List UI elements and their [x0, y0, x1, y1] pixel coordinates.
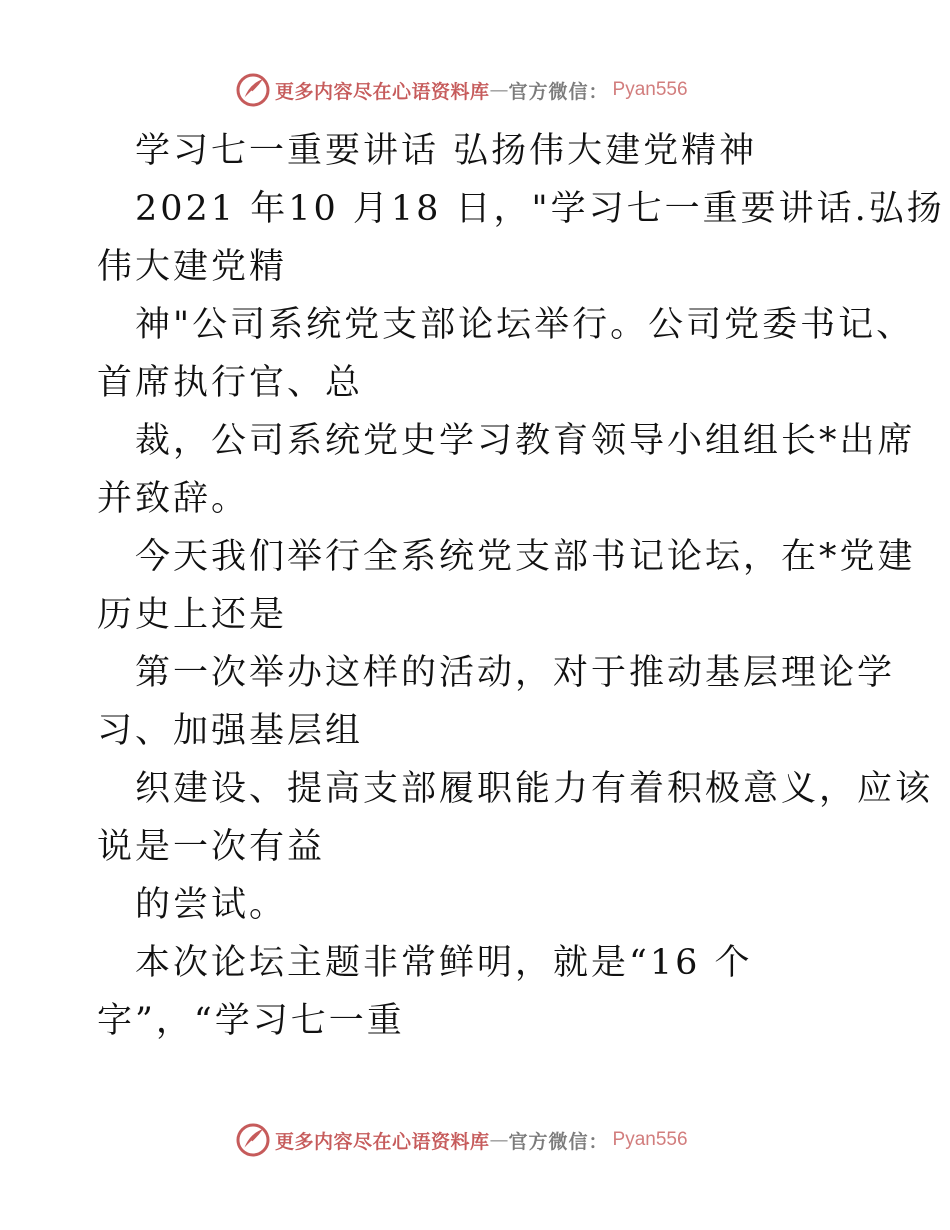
text-line: 织建设、提高支部履职能力有着积极意义，应该 [135, 769, 934, 809]
quill-logo-icon [235, 72, 271, 108]
watermark-separator: — [489, 1129, 509, 1151]
text-line: 伟大建党精 [97, 247, 288, 287]
text-line: 说是一次有益 [97, 827, 326, 867]
document-body [97, 122, 945, 1050]
text-line: 第一次举办这样的活动，对于推动基层理论学 [135, 653, 896, 693]
text-line: 字”，“学习七一重 [97, 1001, 405, 1041]
watermark-handle: Pyan556 [612, 79, 688, 100]
quill-logo-icon [235, 1122, 271, 1158]
watermark-brand: 更多内容尽在心语资料库 [275, 80, 490, 103]
text-line: 神"公司系统党支部论坛举行。公司党委书记、 [135, 305, 915, 345]
footer-watermark [235, 1120, 688, 1160]
watermark-label: 官方微信： [508, 1130, 609, 1153]
text-line: 习、加强基层组 [97, 711, 364, 751]
text-line: 的尝试。 [135, 885, 288, 925]
text-line: 今天我们举行全系统党支部书记论坛，在*党建 [135, 537, 916, 577]
text-line: 并致辞。 [97, 479, 250, 519]
text-line: 学习七一重要讲话 弘扬伟大建党精神 [135, 131, 758, 171]
watermark-label: 官方微信： [508, 80, 609, 103]
watermark-separator: — [489, 79, 509, 101]
watermark-brand: 更多内容尽在心语资料库 [275, 1130, 490, 1153]
text-line: 历史上还是 [97, 595, 288, 635]
text-line: 首席执行官、总 [97, 363, 364, 403]
text-line: 本次论坛主题非常鲜明，就是“16 个 [135, 943, 753, 983]
text-line: 2021 年10 月18 日，"学习七一重要讲话.弘扬 [135, 189, 945, 229]
text-line: 裁，公司系统党史学习教育领导小组组长*出席 [135, 421, 916, 461]
watermark-handle: Pyan556 [612, 1129, 688, 1150]
header-watermark [235, 70, 688, 110]
